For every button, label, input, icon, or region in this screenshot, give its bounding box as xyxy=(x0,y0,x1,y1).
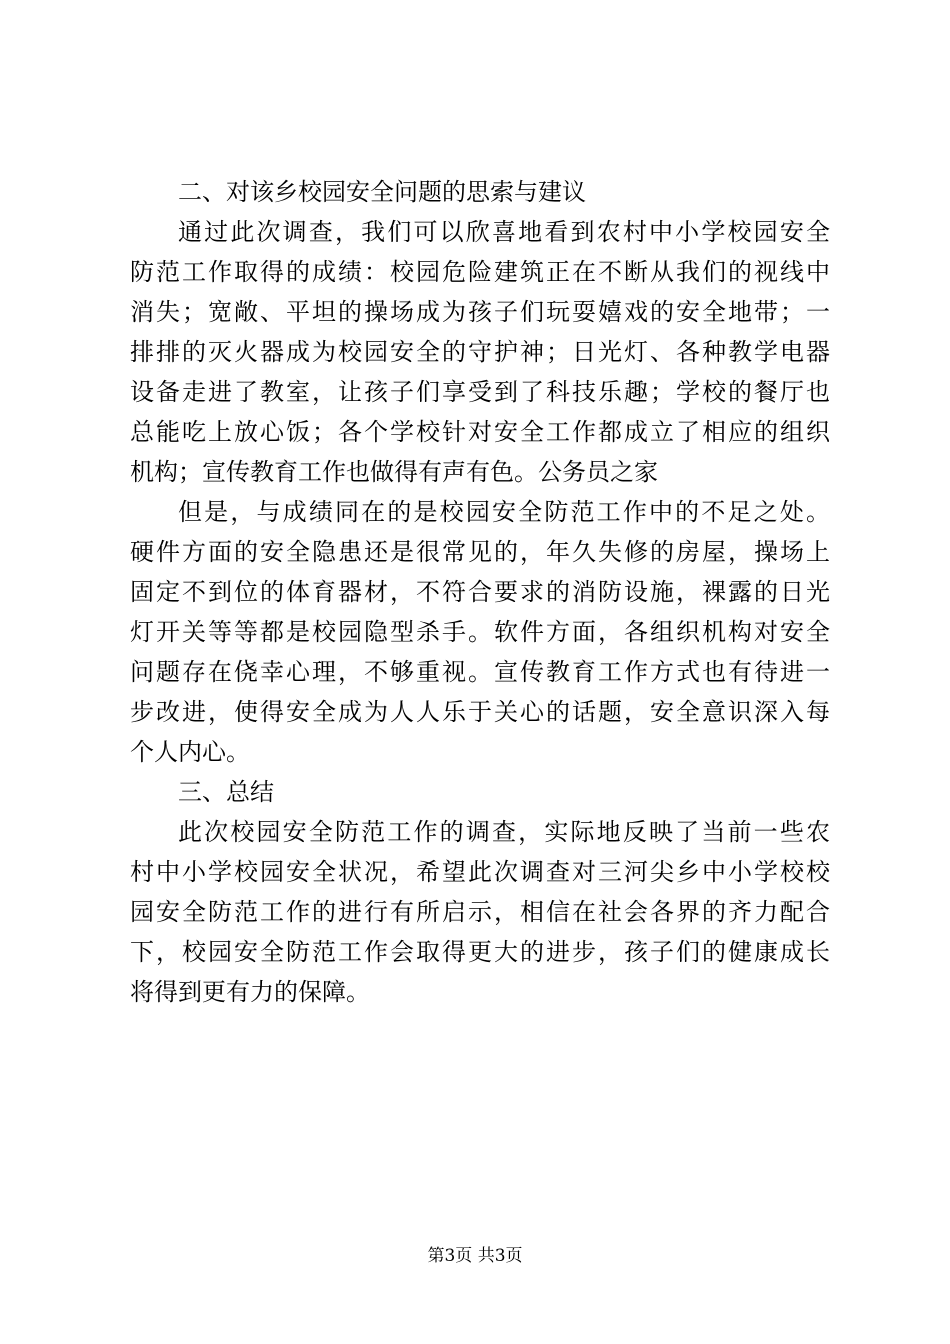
text-line: 总能吃上放心饭；各个学校针对安全工作都成立了相应的组织 xyxy=(130,418,830,446)
text-line: 园安全防范工作的进行有所启示，相信在社会各界的齐力配合 xyxy=(130,898,830,926)
text-line: 步改进，使得安全成为人人乐于关心的话题，安全意识深入每 xyxy=(130,698,830,726)
text-line: 此次校园安全防范工作的调查，实际地反映了当前一些农 xyxy=(178,818,830,846)
text-line: 下，校园安全防范工作会取得更大的进步，孩子们的健康成长 xyxy=(130,938,830,966)
text-line: 消失；宽敞、平坦的操场成为孩子们玩耍嬉戏的安全地带；一 xyxy=(130,298,830,326)
text-line: 固定不到位的体育器材，不符合要求的消防设施，裸露的日光 xyxy=(130,578,830,606)
text-line: 村中小学校园安全状况，希望此次调查对三河尖乡中小学校校 xyxy=(130,858,830,886)
text-line: 个人内心。 xyxy=(130,738,250,766)
text-line: 问题存在侥幸心理，不够重视。宣传教育工作方式也有待进一 xyxy=(130,658,830,686)
text-line: 设备走进了教室，让孩子们享受到了科技乐趣；学校的餐厅也 xyxy=(130,378,830,406)
text-line: 灯开关等等都是校园隐型杀手。软件方面，各组织机构对安全 xyxy=(130,618,830,646)
text-line: 排排的灭火器成为校园安全的守护神；日光灯、各种教学电器 xyxy=(130,338,830,366)
text-line: 通过此次调查，我们可以欣喜地看到农村中小学校园安全 xyxy=(178,218,830,246)
document-body xyxy=(130,172,830,1012)
text-line: 将得到更有力的保障。 xyxy=(130,978,370,1006)
text-line: 二、对该乡校园安全问题的思索与建议 xyxy=(178,178,586,206)
text-line: 三、总结 xyxy=(178,778,274,806)
text-line: 防范工作取得的成绩：校园危险建筑正在不断从我们的视线中 xyxy=(130,258,830,286)
text-line: 硬件方面的安全隐患还是很常见的，年久失修的房屋，操场上 xyxy=(130,538,830,566)
page-number-footer: 第3页 共3页 xyxy=(427,1246,523,1266)
text-line: 但是，与成绩同在的是校园安全防范工作中的不足之处。 xyxy=(178,498,830,526)
text-line: 机构；宣传教育工作也做得有声有色。公务员之家 xyxy=(130,458,658,486)
